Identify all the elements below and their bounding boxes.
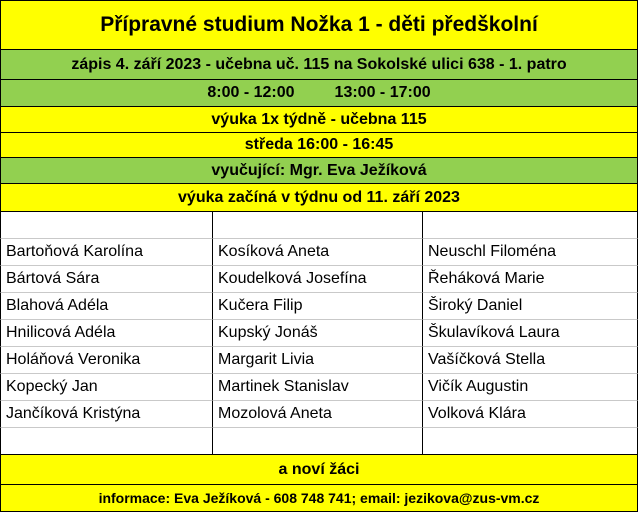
enrollment-row (0, 50, 638, 80)
table-row (0, 401, 638, 428)
start-row (0, 184, 638, 212)
table-cell: Kučera Filip (212, 293, 422, 320)
table-cell (0, 428, 212, 455)
lessons-row (0, 107, 638, 133)
table-cell: Volková Klára (422, 401, 638, 428)
enrollment-hours-row (0, 80, 638, 107)
table-cell: Kupský Jonáš (212, 320, 422, 347)
table-cell: Mozolová Aneta (212, 401, 422, 428)
table-row (0, 374, 638, 401)
table-cell: Jančíková Kristýna (0, 401, 212, 428)
new-students-text: a noví žáci (278, 460, 360, 478)
table-cell: Neuschl Filoména (422, 239, 638, 266)
lessons-text: výuka 1x týdně - učebna 115 (211, 110, 427, 128)
table-row (0, 320, 638, 347)
table-row (0, 266, 638, 293)
table-cell: Škulavíková Laura (422, 320, 638, 347)
table-cell (0, 212, 212, 239)
table-cell: Blahová Adéla (0, 293, 212, 320)
teacher-row (0, 158, 638, 184)
new-students-row (0, 455, 638, 485)
table-cell (212, 428, 422, 455)
table-cell: Vašíčková Stella (422, 347, 638, 374)
table-cell (212, 212, 422, 239)
table-cell: Margarit Livia (212, 347, 422, 374)
lesson-time-text: středa 16:00 - 16:45 (244, 136, 394, 153)
table-cell: Holáňová Veronika (0, 347, 212, 374)
table-cell: Martinek Stanislav (212, 374, 422, 401)
start-text: výuka začíná v týdnu od 11. září 2023 (178, 188, 460, 206)
table-cell (422, 428, 638, 455)
table-cell: Řeháková Marie (422, 266, 638, 293)
lesson-time-row (0, 133, 638, 158)
table-row (0, 347, 638, 374)
table-row (0, 212, 638, 239)
table-row (0, 239, 638, 266)
teacher-text: vyučující: Mgr. Eva Ježíková (211, 161, 427, 179)
table-row (0, 428, 638, 455)
table-cell: Koudelková Josefína (212, 266, 422, 293)
morning-hours: 8:00 - 12:00 (207, 84, 295, 101)
contact-text: informace: Eva Ježíková - 608 748 741; email: jezikova@zus-vm.cz (98, 490, 540, 506)
table-cell: Hnilicová Adéla (0, 320, 212, 347)
afternoon-hours: 13:00 - 17:00 (334, 84, 431, 101)
page-title: Přípravné studium Nožka 1 - děti předškolní (100, 13, 538, 36)
enrollment-text: zápis 4. září 2023 - učebna uč. 115 na Sokolské ulici 638 - 1. patro (71, 55, 567, 73)
title-row (0, 0, 638, 50)
contact-row (0, 485, 638, 512)
table-cell (422, 212, 638, 239)
table-cell: Široký Daniel (422, 293, 638, 320)
table-cell: Vičík Augustin (422, 374, 638, 401)
table-cell: Bártová Sára (0, 266, 212, 293)
table-row (0, 293, 638, 320)
table-cell: Kopecký Jan (0, 374, 212, 401)
table-cell: Kosíková Aneta (212, 239, 422, 266)
table-cell: Bartoňová Karolína (0, 239, 212, 266)
